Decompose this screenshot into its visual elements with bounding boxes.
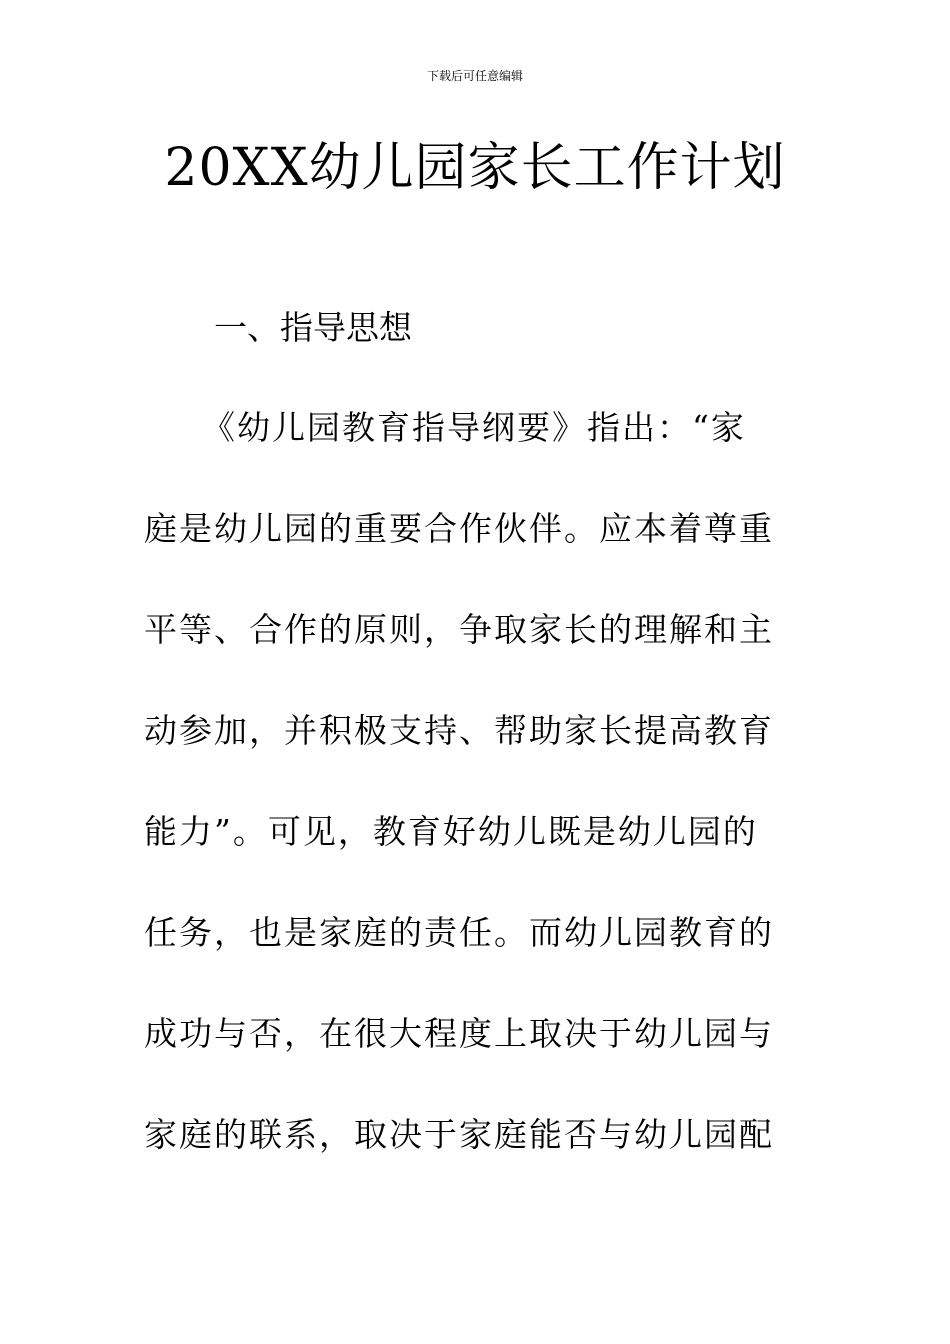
- body-line: 庭是幼儿园的重要合作伙伴。应本着尊重: [144, 509, 774, 548]
- section-heading: 一、指导思想: [214, 308, 412, 347]
- body-line: 能力”。可见，教育好幼儿既是幼儿园的: [144, 812, 758, 851]
- body-paragraph: [144, 402, 806, 1210]
- document-title: 20XX幼儿园家长工作计划: [164, 138, 786, 198]
- header-note: 下载后可任意编辑: [426, 69, 523, 83]
- body-line: 成功与否，在很大程度上取决于幼儿园与: [144, 1014, 774, 1053]
- body-line: 任务，也是家庭的责任。而幼儿园教育的: [144, 913, 774, 952]
- body-line: 家庭的联系，取决于家庭能否与幼儿园配: [144, 1115, 774, 1154]
- body-line: 平等、合作的原则，争取家长的理解和主: [144, 610, 774, 649]
- body-line: 动参加，并积极支持、帮助家长提高教育: [144, 711, 774, 750]
- body-line: 《幼儿园教育指导纲要》指出：“家: [202, 408, 746, 447]
